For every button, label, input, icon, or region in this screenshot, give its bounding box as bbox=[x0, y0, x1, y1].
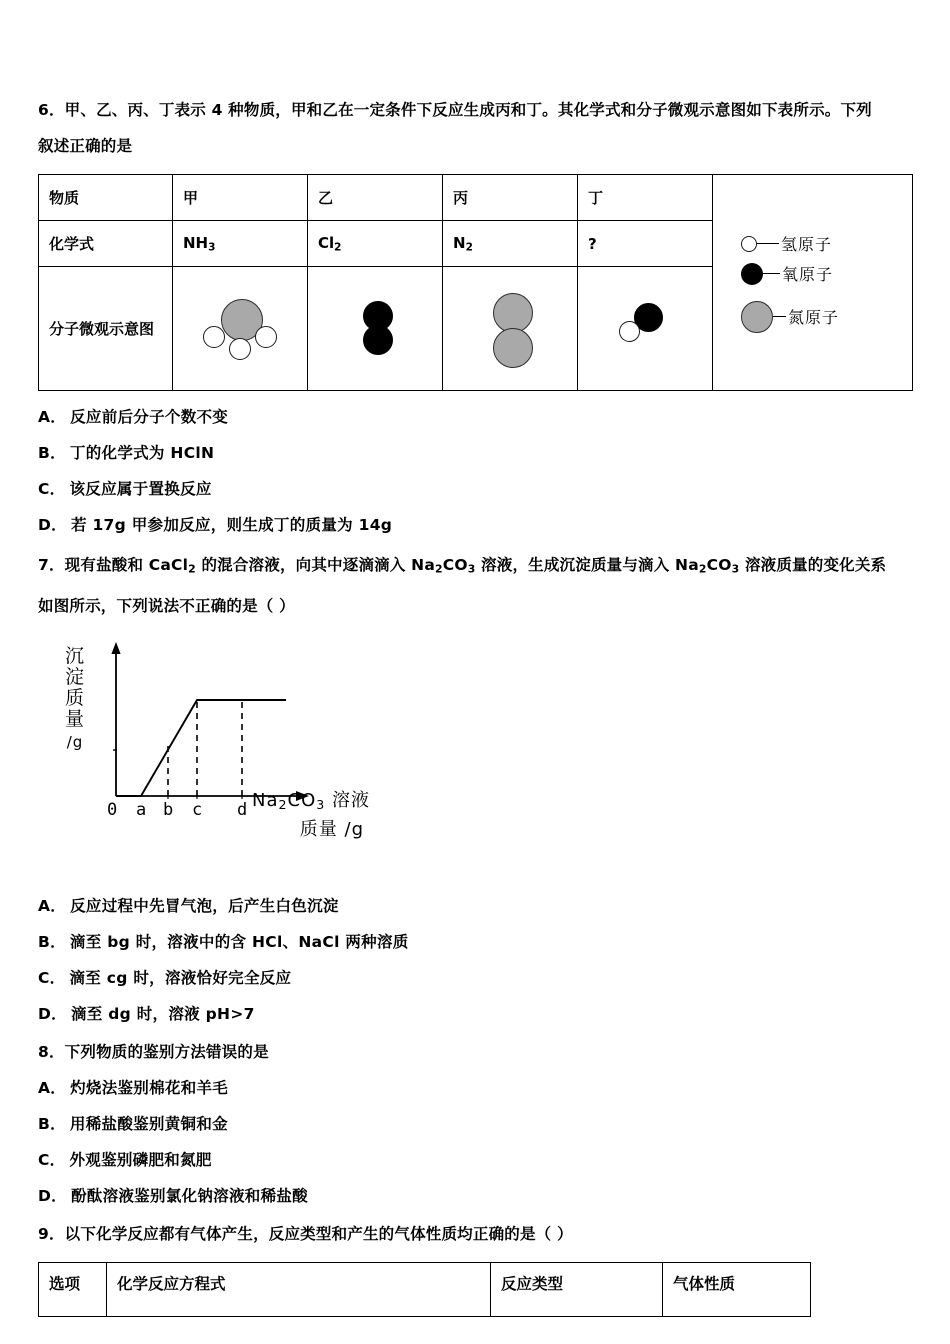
hydrogen-atom-icon bbox=[229, 338, 251, 360]
legend-connector-line bbox=[763, 273, 780, 275]
q6-option-c-text: 该反应属于置换反应 bbox=[69, 480, 212, 498]
question-9 bbox=[38, 1216, 912, 1317]
q6-option-b-label: B． bbox=[38, 444, 66, 462]
legend-connector-line bbox=[773, 316, 786, 317]
q7-stem-line2: 如图所示，下列说法不正确的是（ ） bbox=[38, 596, 295, 615]
chart-x-axis-label-line2: 质量 /g bbox=[299, 818, 365, 840]
cell-formula-bing: $N_2$ bbox=[443, 221, 578, 267]
q8-option-a-label: A． bbox=[38, 1078, 67, 1097]
row-header-diagram-text: 分子微观示意图 bbox=[49, 319, 155, 338]
molecule-n2 bbox=[453, 283, 573, 375]
cell-substance-ding: 丁 bbox=[578, 175, 713, 221]
cell-diagram-ding bbox=[578, 267, 713, 391]
q6-option-b-text: 丁的化学式为 HClN bbox=[69, 444, 215, 462]
chart-x-tick-label-c: c bbox=[192, 799, 203, 820]
chart-x-axis-label bbox=[252, 788, 370, 842]
cell-diagram-jia bbox=[173, 267, 308, 391]
chart-y-axis-arrow bbox=[111, 642, 120, 654]
nitrogen-atom-icon bbox=[493, 328, 533, 368]
q8-option-d-label: D． bbox=[38, 1186, 67, 1205]
cell-formula-jia: $NH_3$ bbox=[173, 221, 308, 267]
cell-substance-bing: 丙 bbox=[443, 175, 578, 221]
q7-option-c-label: C． bbox=[38, 968, 66, 987]
nitrogen-atom-icon bbox=[493, 293, 533, 333]
q7-option-d-text: 滴至 dg 时，溶液 pH>7 bbox=[70, 1004, 255, 1023]
chart-x-tick-label-0: 0 bbox=[107, 799, 118, 820]
hydrogen-atom-icon bbox=[255, 326, 277, 348]
legend-connector-line bbox=[757, 243, 779, 244]
nitrogen-atom-icon bbox=[741, 301, 773, 333]
question-8 bbox=[38, 1034, 912, 1214]
question-6 bbox=[38, 92, 912, 543]
chart-y-axis-unit: /g bbox=[66, 732, 84, 751]
atom-legend bbox=[723, 227, 902, 339]
chart-x-tick-label-d: d bbox=[237, 799, 248, 820]
q7-option-b-label: B． bbox=[38, 932, 66, 951]
row-header-diagram bbox=[39, 267, 173, 391]
q6-stem-line1: 6．甲、乙、丙、丁表示 4 种物质，甲和乙在一定条件下反应生成丙和丁。其化学式和分子微观示意图如下表所示。下列 bbox=[38, 101, 872, 119]
hydrogen-atom-icon bbox=[741, 236, 757, 252]
q8-stem-line1: 8．下列物质的鉴别方法错误的是 bbox=[38, 1042, 269, 1061]
legend-item-oxygen bbox=[741, 259, 902, 289]
q8-option-b bbox=[38, 1106, 912, 1142]
chart-x-tick-label-b: b bbox=[163, 799, 174, 820]
legend-cell bbox=[713, 175, 913, 391]
molecule-cl2 bbox=[318, 283, 438, 375]
hydrogen-atom-icon bbox=[203, 326, 225, 348]
row-header-substance: 物质 bbox=[39, 175, 173, 221]
chart-y-axis-label-text: 沉淀质量 bbox=[64, 644, 85, 730]
legend-label-hydrogen: 氢原子 bbox=[781, 235, 833, 254]
table-row-header bbox=[39, 1262, 811, 1316]
q7-option-d bbox=[38, 996, 912, 1032]
chart-x-axis-label-line1: $Na_2CO_3$ 溶液 bbox=[252, 789, 371, 812]
oxygen-atom-icon bbox=[363, 325, 393, 355]
q6-option-a-text: 反应前后分子个数不变 bbox=[70, 408, 229, 426]
q7-chart bbox=[56, 638, 436, 870]
column-header-reaction-type: 反应类型 bbox=[491, 1262, 663, 1316]
q6-option-d-label: D． bbox=[38, 516, 67, 534]
legend-item-hydrogen bbox=[741, 229, 902, 259]
q7-option-a bbox=[38, 888, 912, 924]
legend-label-nitrogen: 氮原子 bbox=[788, 308, 840, 327]
q8-option-b-label: B． bbox=[38, 1114, 66, 1133]
q8-option-d bbox=[38, 1178, 912, 1214]
q8-option-a bbox=[38, 1070, 912, 1106]
chart-data-line bbox=[116, 700, 286, 796]
q8-option-c bbox=[38, 1142, 912, 1178]
q6-option-c bbox=[38, 471, 912, 507]
q8-option-a-text: 灼烧法鉴别棉花和羊毛 bbox=[70, 1078, 229, 1097]
question-7 bbox=[38, 547, 912, 1032]
q7-option-c bbox=[38, 960, 912, 996]
molecule-ding bbox=[588, 283, 708, 375]
q8-option-b-text: 用稀盐酸鉴别黄铜和金 bbox=[69, 1114, 228, 1133]
q7-option-b bbox=[38, 924, 912, 960]
legend-item-nitrogen bbox=[741, 297, 902, 337]
q6-stem-line2: 叙述正确的是 bbox=[38, 137, 133, 155]
molecule-nh3 bbox=[183, 283, 303, 375]
cell-diagram-yi bbox=[308, 267, 443, 391]
chart-x-tick-label-a: a bbox=[136, 799, 147, 820]
q7-stem-line1: 7．现有盐酸和 CaCl$_2$ 的混合溶液，向其中逐滴滴入 $Na_2CO_3$ 溶液，生成沉淀质量与滴入 $Na_2CO_3$ 溶液质量的变化关系 bbox=[38, 556, 887, 576]
oxygen-atom-icon bbox=[741, 263, 763, 285]
q7-option-a-label: A． bbox=[38, 896, 67, 915]
column-header-equation: 化学反应方程式 bbox=[107, 1262, 491, 1316]
q8-option-c-text: 外观鉴别磷肥和氮肥 bbox=[69, 1150, 212, 1169]
q7-option-d-label: D． bbox=[38, 1004, 67, 1023]
cell-formula-ding: ? bbox=[578, 221, 713, 267]
cell-substance-yi: 乙 bbox=[308, 175, 443, 221]
q6-option-a bbox=[38, 399, 912, 435]
cell-formula-yi: $Cl_2$ bbox=[308, 221, 443, 267]
cell-substance-jia: 甲 bbox=[173, 175, 308, 221]
q9-stem-line1: 9．以下化学反应都有气体产生，反应类型和产生的气体性质均正确的是（ ） bbox=[38, 1224, 573, 1243]
hydrogen-atom-icon bbox=[619, 321, 640, 342]
q7-option-b-text: 滴至 bg 时，溶液中的含 HCl、NaCl 两种溶质 bbox=[69, 932, 409, 951]
row-header-formula: 化学式 bbox=[39, 221, 173, 267]
q6-substance-table bbox=[38, 174, 913, 391]
chart-y-axis-label bbox=[62, 646, 88, 753]
cell-diagram-bing bbox=[443, 267, 578, 391]
column-header-gas-property: 气体性质 bbox=[663, 1262, 811, 1316]
q6-option-c-label: C． bbox=[38, 480, 66, 498]
q6-option-a-label: A． bbox=[38, 408, 67, 426]
column-header-option: 选项 bbox=[39, 1262, 107, 1316]
q7-option-c-text: 滴至 cg 时，溶液恰好完全反应 bbox=[69, 968, 292, 987]
q6-option-d-text: 若 17g 甲参加反应，则生成丁的质量为 14g bbox=[70, 516, 393, 534]
q7-option-a-text: 反应过程中先冒气泡，后产生白色沉淀 bbox=[70, 896, 339, 915]
q9-reaction-table bbox=[38, 1262, 811, 1317]
q6-option-d bbox=[38, 507, 912, 543]
table-row-substance bbox=[39, 175, 913, 221]
q8-option-c-label: C． bbox=[38, 1150, 66, 1169]
q8-option-d-text: 酚酞溶液鉴别氯化钠溶液和稀盐酸 bbox=[70, 1186, 308, 1205]
q6-option-b bbox=[38, 435, 912, 471]
legend-label-oxygen: 氧原子 bbox=[782, 265, 834, 284]
